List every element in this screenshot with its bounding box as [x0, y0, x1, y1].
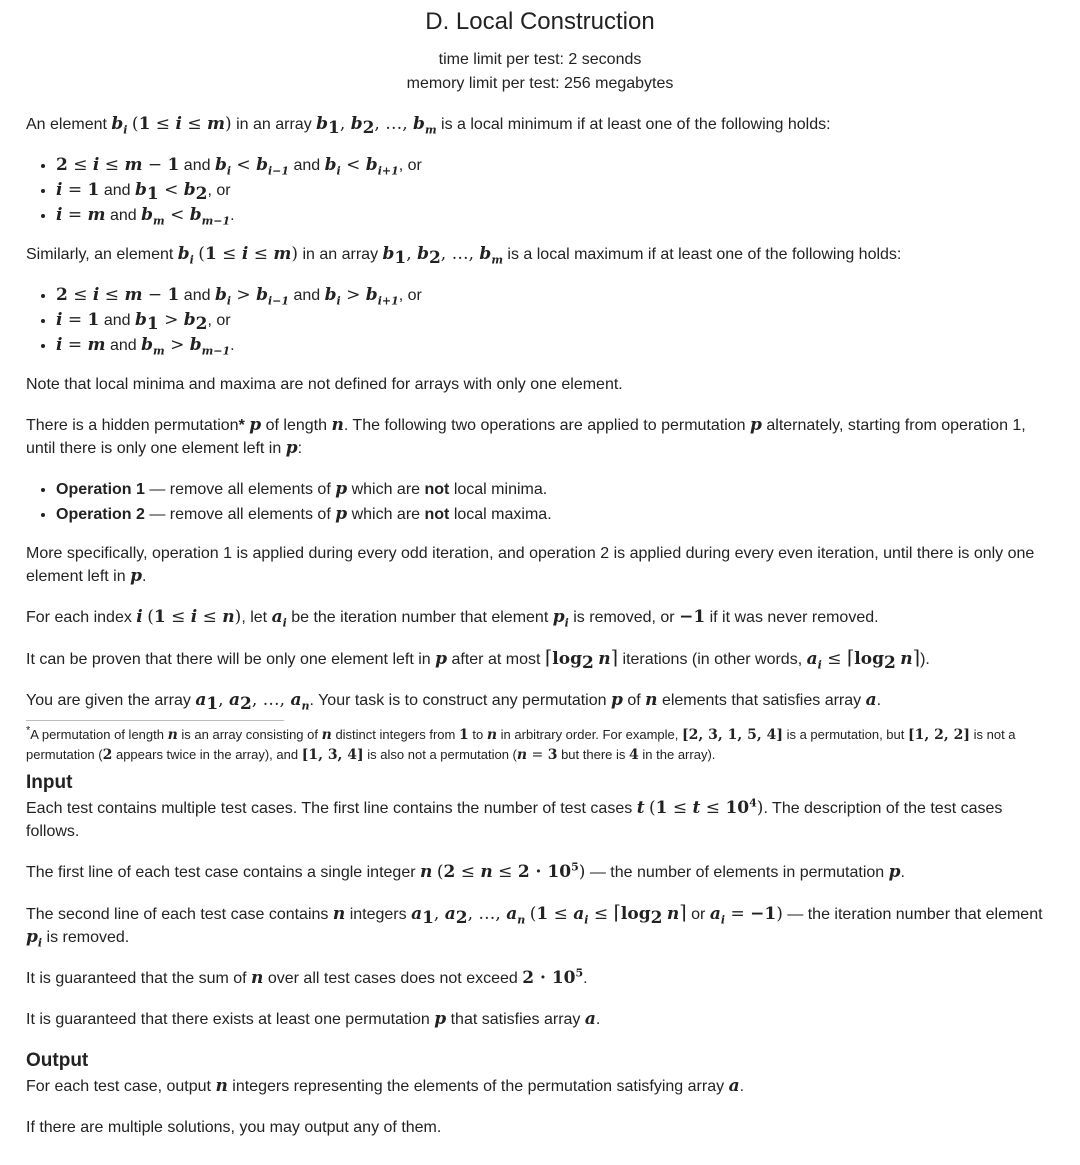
- input-paragraph-5: It is guaranteed that there exists at least one permutation p that satisfies array a.: [26, 1009, 601, 1029]
- note-one-element: Note that local minima and maxima are not defined for arrays with only one element.: [26, 376, 623, 393]
- list-item: • Operation 2 — remove all elements of p which are not local maxima.: [56, 503, 1058, 526]
- input-paragraph-3: The second line of each test case contains n integers $a_1$, $a_2$, …, $a_n$ ($1 \le a_i$ ≤ $⌈\log_2$ n⌉ or $a_i = -1$) — the iteration number that element $p_i$ is removed.: [26, 902, 1043, 950]
- local-min-definition: An element $b_i$ (1 ≤ i ≤ m) in an array $b_1$, $b_2$, …, $b_m$ is a local minimum if at least one of the following holds:: [26, 114, 831, 139]
- time-limit: time limit per test: 2 seconds: [438, 51, 642, 68]
- operations-list: [26, 478, 1058, 526]
- list-item: • 2 ≤ i ≤ m − 1 and $b_i < b_{i-1}$ and $b_i < b_{i+1}$, or: [56, 154, 1058, 177]
- memory-limit: memory limit per test: 256 megabytes: [406, 75, 674, 92]
- list-item: • i = 1 and $b_1 > b_2$, or: [56, 309, 1058, 332]
- list-item: • i = 1 and $b_1 < b_2$, or: [56, 179, 1058, 202]
- local-min-conditions: [26, 154, 1058, 227]
- hidden-permutation-paragraph: There is a hidden permutation* p of length n. The following two operations are applied to permutation p alternately, starting from operation 1, until there is only one element left in p:: [26, 415, 1026, 458]
- list-item: • 2 ≤ i ≤ m − 1 and $b_i > b_{i-1}$ and $b_i > b_{i+1}$, or: [56, 284, 1058, 307]
- for-each-index-paragraph: For each index i (1 ≤ i ≤ n), let $a_i$ be the iteration number that element $p_i$ is removed, or −1 if it was never removed.: [26, 607, 879, 630]
- given-array-paragraph: You are given the array $a_1$, $a_2$, …, $a_n$. Your task is to construct any permutation p of n elements that satisfies array a.: [26, 690, 882, 715]
- local-max-conditions: [26, 284, 1058, 357]
- list-item: • Operation 1 — remove all elements of p which are not local minima.: [56, 478, 1058, 501]
- output-paragraph-1: For each test case, output n integers representing the elements of the permutation satisfying array a.: [26, 1076, 745, 1096]
- output-section-title: Output: [26, 1050, 89, 1071]
- list-item: • i = m and $b_m < b_{m-1}$.: [56, 204, 1058, 227]
- local-max-definition: Similarly, an element $b_i$ (1 ≤ i ≤ m) in an array $b_1$, $b_2$, …, $b_m$ is a local maximum if at least one of the following holds:: [26, 244, 902, 269]
- footnote-divider: [26, 720, 284, 721]
- output-paragraph-2: If there are multiple solutions, you may output any of them.: [26, 1119, 442, 1136]
- input-paragraph-2: The first line of each test case contains a single integer n $(2 \le n \le 2 \cdot 10^5)$ — the number of elements in permutation p.: [26, 860, 905, 882]
- input-paragraph-1: Each test contains multiple test cases. The first line contains the number of test cases t $(1 \le t \le 10^4)$. The description of the test cases follows.: [26, 796, 1003, 840]
- problem-body: [26, 113, 1058, 1157]
- input-paragraph-4: It is guaranteed that the sum of n over all test cases does not exceed $2 \cdot 10^5$.: [26, 966, 588, 988]
- more-specifically-paragraph: More specifically, operation 1 is applied during every odd iteration, and operation 2 is applied during every even iteration, until there is only one element left in p.: [26, 545, 1035, 586]
- problem-header: [0, 0, 1080, 96]
- list-item: • i = m and $b_m > b_{m-1}$.: [56, 334, 1058, 357]
- proven-paragraph: It can be proven that there will be only one element left in p after at most $⌈\log_2$ n⌉ iterations (in other words, $a_i$ ≤ $⌈\log_2$ n⌉).: [26, 647, 930, 674]
- input-section-title: Input: [26, 772, 73, 793]
- problem-title: D. Local Construction: [425, 8, 655, 35]
- footnote: *A permutation of length n is an array consisting of n distinct integers from 1 to n in arbitrary order. For example, [2, 3, 1, 5, 4] is a permutation, but [1, 2, 2] is not a permutation (2 appears twice in the array), and [1, 3, 4] is also not a permutation (n = 3 but there is 4 in the array).: [26, 724, 1016, 763]
